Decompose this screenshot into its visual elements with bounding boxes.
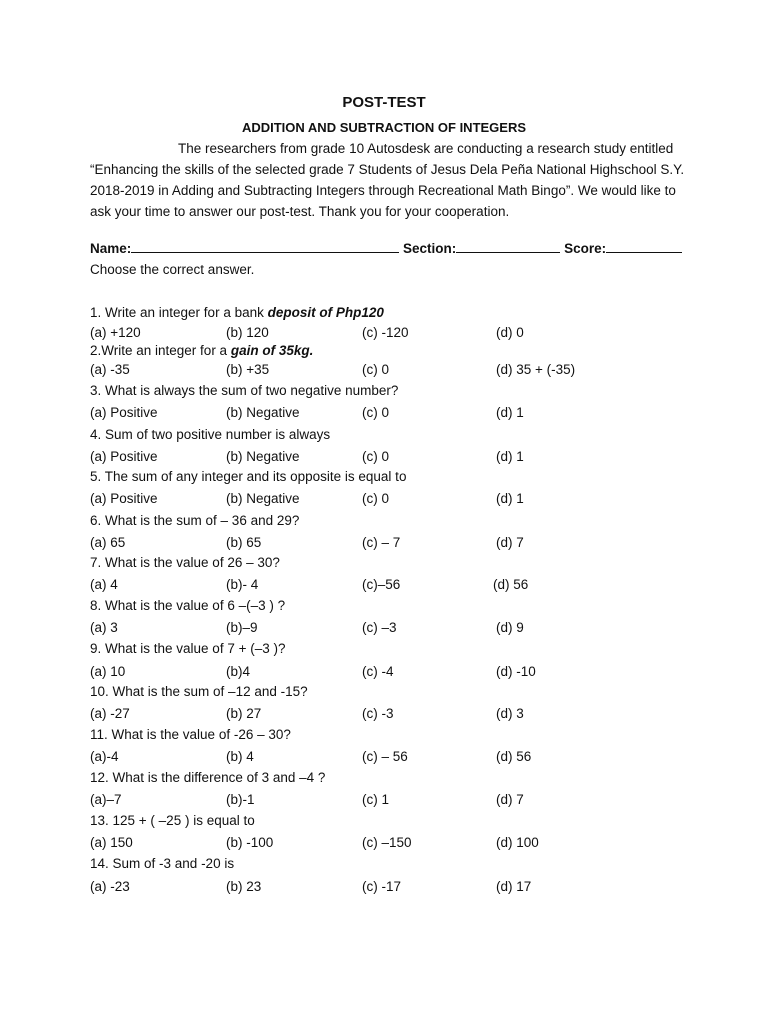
option-c[interactable]: (c) –150 [362, 835, 412, 850]
question-2 [90, 343, 710, 358]
option-b[interactable]: (b)-1 [226, 792, 255, 807]
option-a[interactable]: (a) 150 [90, 835, 133, 850]
option-a[interactable]: (a) Positive [90, 405, 158, 420]
option-d[interactable]: (d) -10 [496, 664, 536, 679]
intro-paragraph [90, 138, 690, 222]
question-11: 11. What is the value of -26 – 30? [90, 727, 291, 742]
options-10 [90, 706, 710, 724]
option-a[interactable]: (a) +120 [90, 325, 141, 340]
question-10: 10. What is the sum of –12 and -15? [90, 684, 308, 699]
option-d[interactable]: (d) 3 [496, 706, 524, 721]
option-d[interactable]: (d) 0 [496, 325, 524, 340]
option-c[interactable]: (c) -3 [362, 706, 394, 721]
option-c[interactable]: (c) -4 [362, 664, 394, 679]
score-label: Score: [564, 241, 607, 256]
student-info-line [90, 240, 690, 256]
options-14 [90, 879, 710, 897]
option-c[interactable]: (c) 0 [362, 405, 389, 420]
option-d[interactable]: (d) 1 [496, 449, 524, 464]
option-d[interactable]: (d) 35 + (-35) [496, 362, 576, 377]
option-a[interactable]: (a) 3 [90, 620, 118, 635]
option-c[interactable]: (c) –3 [362, 620, 397, 635]
option-c[interactable]: (c) 0 [362, 491, 389, 506]
option-c[interactable]: (c) 0 [362, 362, 389, 377]
option-c[interactable]: (c) 0 [362, 449, 389, 464]
options-7 [90, 577, 710, 595]
question-9: 9. What is the value of 7 + (–3 )? [90, 641, 286, 656]
option-b[interactable]: (b) 65 [226, 535, 262, 550]
question-emphasis: gain of 35kg. [230, 343, 314, 358]
option-b[interactable]: (b) Negative [226, 491, 300, 506]
section-label: Section: [403, 241, 457, 256]
option-d[interactable]: (d) 1 [496, 405, 524, 420]
options-3 [90, 405, 710, 423]
option-a[interactable]: (a) Positive [90, 491, 158, 506]
question-emphasis: deposit of Php120 [267, 305, 384, 320]
question-text: 1. Write an integer for a bank [90, 305, 268, 320]
option-b[interactable]: (b) 120 [226, 325, 269, 340]
option-a[interactable]: (a) -35 [90, 362, 130, 377]
question-13: 13. 125 + ( –25 ) is equal to [90, 813, 255, 828]
option-b[interactable]: (b)- 4 [226, 577, 259, 592]
options-6 [90, 535, 710, 553]
page-title: POST-TEST [342, 94, 426, 111]
question-8: 8. What is the value of 6 –(–3 ) ? [90, 598, 286, 613]
option-b[interactable]: (b) Negative [226, 405, 300, 420]
section-blank[interactable] [456, 240, 560, 253]
option-a[interactable]: (a)–7 [90, 792, 122, 807]
option-a[interactable]: (a) Positive [90, 449, 158, 464]
intro-text: The researchers from grade 10 Autosdesk are conducting a research study entitled “Enhancing the skills of the selected grade 7 Students of Jesus Dela Peña National Highschool S.Y. 2018-2019 in Adding and Subtracting Integers through Recreational Math Bingo”. We would like to ask your time to answer our post-test. Thank you for your cooperation. [90, 141, 685, 219]
options-1 [90, 325, 710, 343]
option-b[interactable]: (b) -100 [226, 835, 274, 850]
option-d[interactable]: (d) 56 [493, 577, 529, 592]
score-blank[interactable] [606, 240, 682, 253]
instruction-text: Choose the correct answer. [90, 262, 255, 277]
question-3: 3. What is always the sum of two negative number? [90, 383, 399, 398]
option-b[interactable]: (b)–9 [226, 620, 258, 635]
question-12: 12. What is the difference of 3 and –4 ? [90, 770, 326, 785]
option-a[interactable]: (a) -27 [90, 706, 130, 721]
options-8 [90, 620, 710, 638]
options-2 [90, 362, 710, 380]
options-9 [90, 664, 710, 682]
option-a[interactable]: (a) 4 [90, 577, 118, 592]
question-5: 5. The sum of any integer and its opposite is equal to [90, 469, 407, 484]
option-d[interactable]: (d) 7 [496, 535, 524, 550]
option-c[interactable]: (c) 1 [362, 792, 389, 807]
question-1 [90, 305, 710, 320]
question-6: 6. What is the sum of – 36 and 29? [90, 513, 300, 528]
option-d[interactable]: (d) 7 [496, 792, 524, 807]
option-a[interactable]: (a) -23 [90, 879, 130, 894]
option-c[interactable]: (c) -17 [362, 879, 402, 894]
option-c[interactable]: (c)–56 [362, 577, 401, 592]
name-blank[interactable] [131, 240, 399, 253]
option-d[interactable]: (d) 56 [496, 749, 532, 764]
options-12 [90, 792, 710, 810]
question-text: 2.Write an integer for a [90, 343, 231, 358]
option-a[interactable]: (a) 10 [90, 664, 126, 679]
options-11 [90, 749, 710, 767]
option-c[interactable]: (c) – 7 [362, 535, 401, 550]
options-13 [90, 835, 710, 853]
option-b[interactable]: (b)4 [226, 664, 251, 679]
option-a[interactable]: (a)-4 [90, 749, 119, 764]
options-4 [90, 449, 710, 467]
question-4: 4. Sum of two positive number is always [90, 427, 331, 442]
name-label: Name: [90, 241, 132, 256]
options-5 [90, 491, 710, 509]
option-b[interactable]: (b) 27 [226, 706, 262, 721]
option-c[interactable]: (c) -120 [362, 325, 409, 340]
option-b[interactable]: (b) 23 [226, 879, 262, 894]
question-14: 14. Sum of -3 and -20 is [90, 856, 235, 871]
question-7: 7. What is the value of 26 – 30? [90, 555, 280, 570]
page-subtitle: ADDITION AND SUBTRACTION OF INTEGERS [241, 120, 527, 135]
option-a[interactable]: (a) 65 [90, 535, 126, 550]
option-b[interactable]: (b) Negative [226, 449, 300, 464]
option-c[interactable]: (c) – 56 [362, 749, 408, 764]
option-d[interactable]: (d) 9 [496, 620, 524, 635]
option-d[interactable]: (d) 17 [496, 879, 532, 894]
option-b[interactable]: (b) +35 [226, 362, 270, 377]
option-b[interactable]: (b) 4 [226, 749, 254, 764]
option-d[interactable]: (d) 100 [496, 835, 539, 850]
option-d[interactable]: (d) 1 [496, 491, 524, 506]
